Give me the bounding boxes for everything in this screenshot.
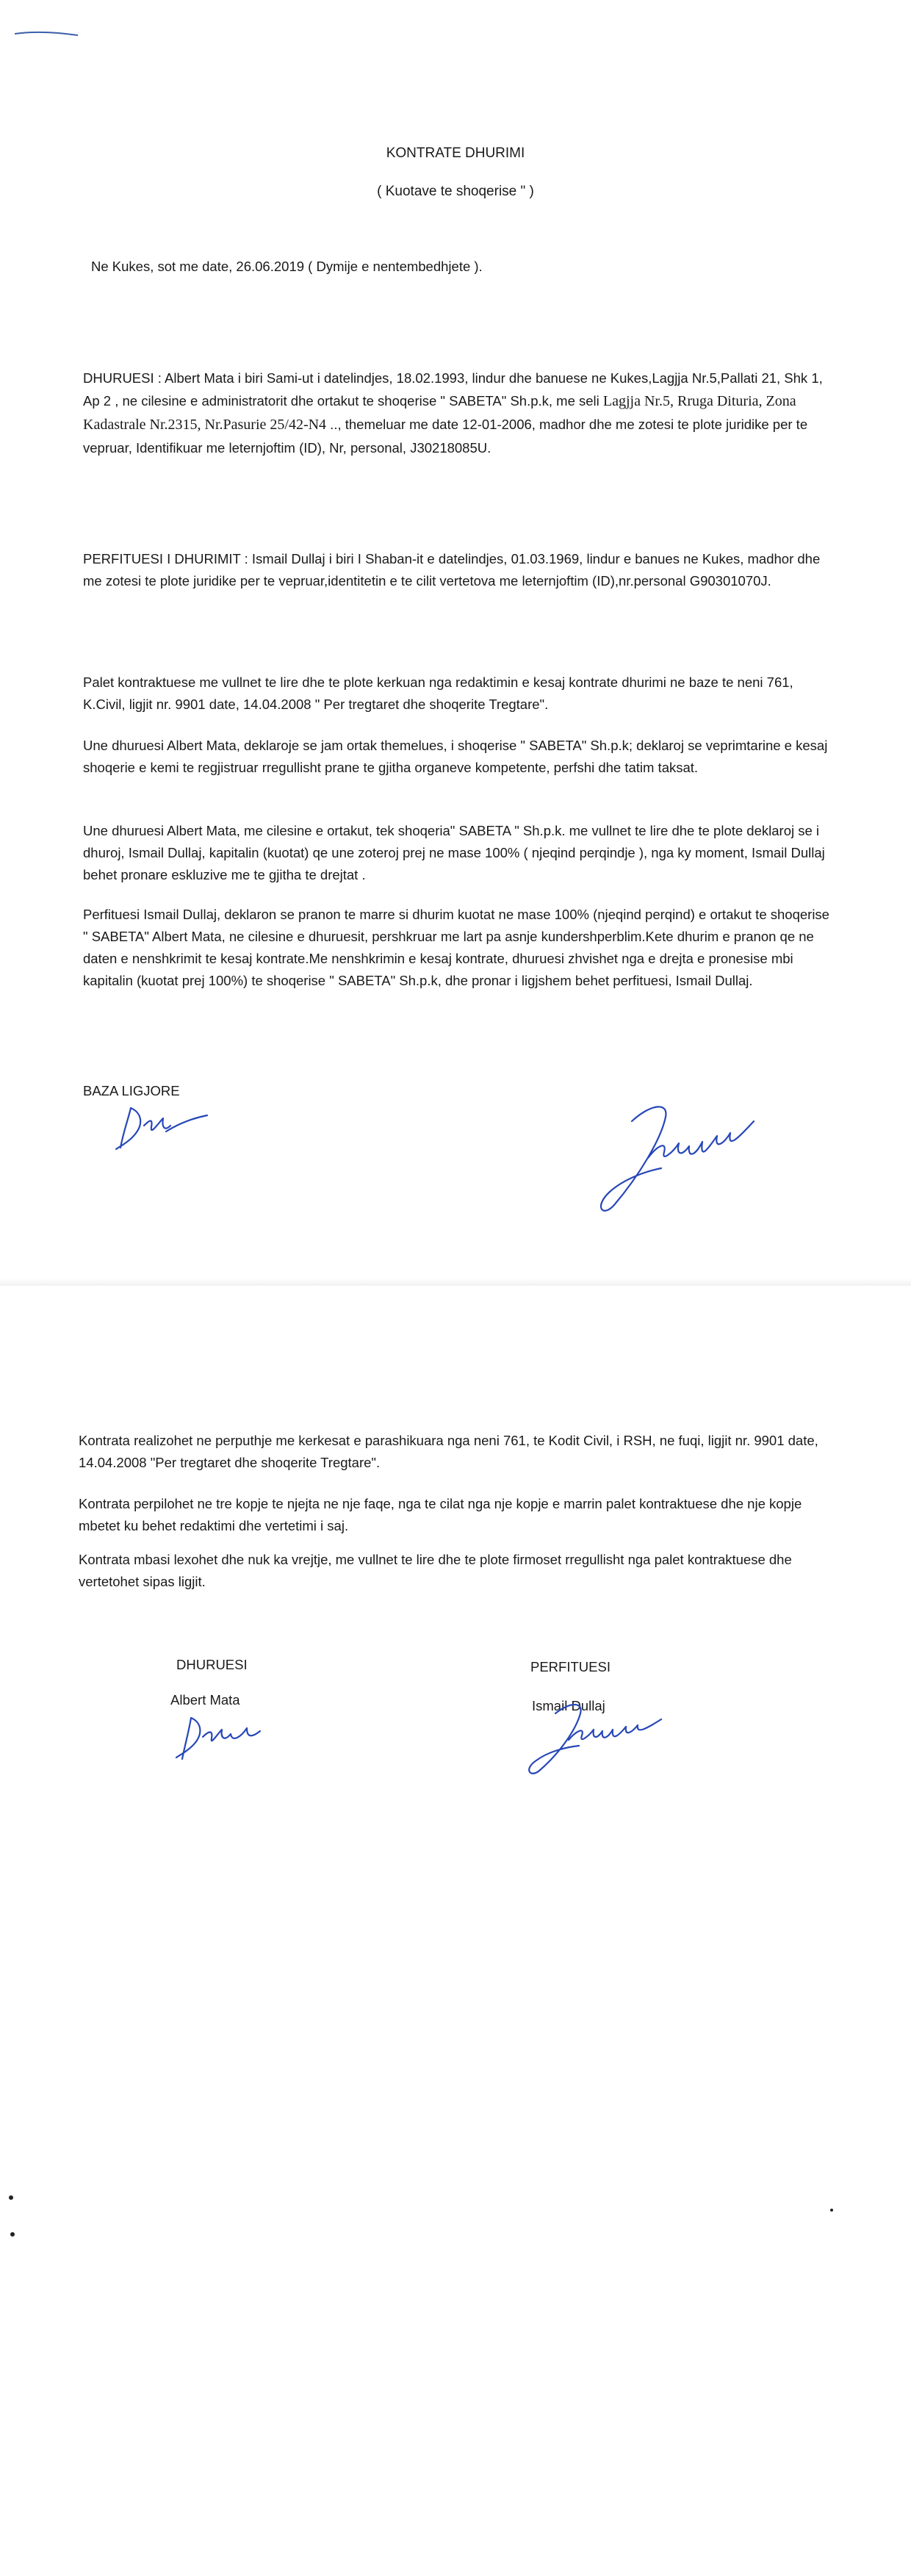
- contract-page-2: [0, 1286, 911, 2576]
- beneficiary-signature-label: PERFITUESI: [530, 1659, 611, 1674]
- paragraph-donor-declaration: Une dhuruesi Albert Mata, deklaroje se jam ortak themelues, i shoqerise " SABETA" Sh.p.k; deklaroj se veprimtarine e kesaj shoqerie e kemi te regjistruar rregullisht prane te gjitha organeve kompetente, perfshi dhe tatim taksat.: [83, 738, 828, 775]
- beneficiary-paragraph: PERFITUESI I DHURIMIT : Ismail Dullaj i biri I Shaban-it e datelindjes, 01.03.1969, lindur e banues ne Kukes, madhor dhe me zotesi te plote juridike per te vepruar,identitetin e te cilit vertetova me leternjoftim (ID),nr.personal G90301070J.: [83, 551, 821, 589]
- donor-signature-2: [170, 1712, 266, 1763]
- donor-text-2: .., themeluar me date 12-01-2006, madhor dhe me zotesi te plote juridike per te vepruar, Identifikuar me leternjoftim (ID), Nr, personal, J30218085U.: [83, 417, 808, 456]
- place-date: Ne Kukes, sot me date, 26.06.2019 ( Dymije e nentembedhjete ).: [91, 259, 483, 274]
- donor-name: Albert Mata: [170, 1692, 240, 1708]
- beneficiary-name: Ismail Dullaj: [532, 1698, 605, 1713]
- paragraph-compliance: Kontrata realizohet ne perputhje me kerkesat e parashikuara nga neni 761, te Kodit Civil, i RSH, ne fuqi, ligjit nr. 9901 date, 14.04.2008 "Per tregtaret dhe shoqerite Tregtare".: [79, 1433, 818, 1470]
- donor-signature: [110, 1102, 213, 1157]
- donor-address: Lagjja Nr.5, Rruga Dituria, Zona Kadastrale Nr.2315, Nr.Pasurie 25/42-N4: [83, 392, 796, 433]
- scan-dot: [10, 2232, 15, 2237]
- scan-dot: [830, 2209, 833, 2212]
- donor-signature-label: DHURUESI: [176, 1657, 248, 1672]
- paragraph-copies: Kontrata perpilohet ne tre kopje te njejta ne nje faqe, nga te cilat nga nje kopje e marrin palet kontraktuese dhe nje kopje mbetet ku behet redaktimi dhe vertetimi i saj.: [79, 1496, 802, 1533]
- contract-page-1: [0, 0, 911, 1286]
- beneficiary-signature-2: [514, 1697, 669, 1778]
- donor-text-1: DHURUESI : Albert Mata i biri Sami-ut i datelindjes, 18.02.1993, lindur dhe banuese ne Kukes,Lagjja Nr.5,Pallati 21, Shk 1, Ap 2 , ne cilesine e administratorit dhe ortakut te shoqerise " SABETA" Sh.p.k, me seli: [83, 370, 823, 409]
- paragraph-legal-request: Palet kontraktuese me vullnet te lire dhe te plote kerkuan nga redaktimin e kesaj kontrate dhurimi ne baze te neni 761, K.Civil, ligjit nr. 9901 date, 14.04.2008 " Per tregtaret dhe shoqerite Tregtare".: [83, 674, 793, 712]
- paragraph-signing: Kontrata mbasi lexohet dhe nuk ka vrejtje, me vullnet te lire dhe te plote firmoset rregullisht nga palet kontraktuese dhe vertetohet sipas ligjit.: [79, 1552, 792, 1589]
- paragraph-acceptance: Perfituesi Ismail Dullaj, deklaron se pranon te marre si dhurim kuotat ne mase 100% (njeqind perqind) e ortakut te shoqerise " SABETA" Albert Mata, ne cilesine e dhuruesit, pershkruar me lart pa asnje kundershperblim.Kete dhurim e pranon qe ne daten e nenshkrimit te kesaj kontrate.Me nenshkrimin e kesaj kontrate, dhuruesi zhvishet nga e drejta e pronesise mbi kapitalin (kuotat prej 100%) te shoqerise " SABETA" Sh.p.k, dhe pronar i ligjshem behet perfituesi, Ismail Dullaj.: [83, 907, 829, 988]
- scan-dot: [9, 2195, 13, 2200]
- document-title: KONTRATE DHURIMI: [386, 145, 525, 161]
- paragraph-donation: Une dhuruesi Albert Mata, me cilesine e ortakut, tek shoqeria" SABETA " Sh.p.k. me vullnet te lire dhe te plote deklaroj se i dhuroj, Ismail Dullaj, kapitalin (kuotat) qe une zoteroj prej ne mase 100% ( njeqind perqindje ), nga ky moment, Ismail Dullaj behet pronare eskluzive me te gjitha te drejtat .: [83, 823, 825, 882]
- legal-basis-label: BAZA LIGJORE: [83, 1083, 180, 1098]
- scan-mark: [13, 29, 79, 38]
- beneficiary-signature: [580, 1095, 771, 1220]
- donor-paragraph: [83, 367, 831, 459]
- document-subtitle: ( Kuotave te shoqerise " ): [377, 184, 534, 199]
